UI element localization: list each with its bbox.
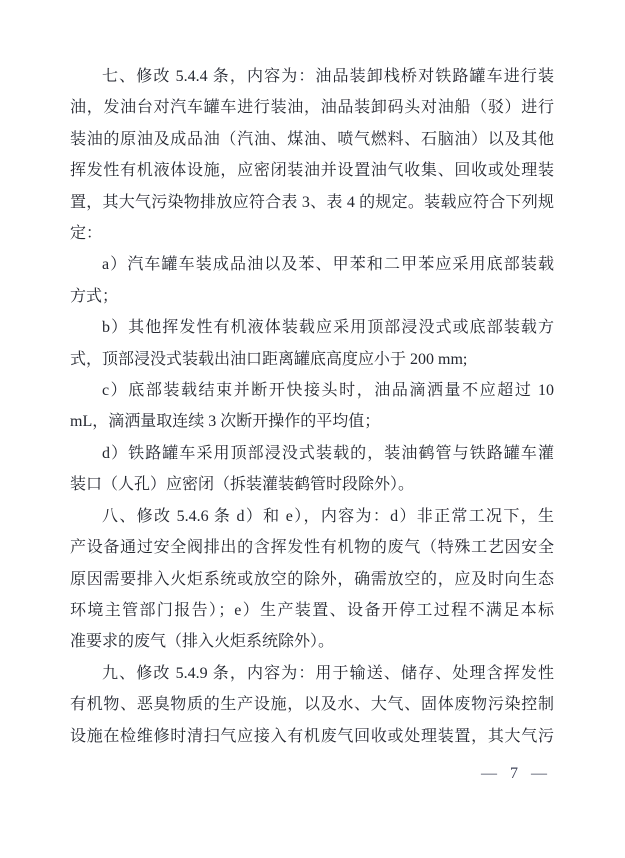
text-line: c）底部装载结束并断开快接头时，油品滴洒量不应超过 10 xyxy=(102,382,554,400)
text-line: d）铁路罐车采用顶部浸没式装载的，装油鹤管与铁路罐车灌 xyxy=(102,444,554,462)
text-line: 式，顶部浸没式装载出油口距离罐底高度应小于 200 mm; xyxy=(70,350,468,368)
text-line: a）汽车罐车装成品油以及苯、甲苯和二甲苯应采用底部装载 xyxy=(102,256,554,274)
text-line: 装口（人孔）应密闭（拆装灌装鹤管时段除外）。 xyxy=(70,476,415,494)
text-line: 八、修改 5.4.6 条 d）和 e），内容为：d）非正常工况下，生 xyxy=(102,507,554,525)
text-line: 方式； xyxy=(70,287,119,305)
text-line: 定： xyxy=(70,225,103,243)
text-line: 挥发性有机液体设施，应密闭装油并设置油气收集、回收或处理装 xyxy=(70,162,554,180)
text-line: 原因需要排入火炬系统或放空的除外，确需放空的，应及时向生态 xyxy=(70,570,554,588)
text-line: 准要求的废气（排入火炬系统除外）。 xyxy=(70,633,335,651)
page-number: — 7 — xyxy=(481,765,549,782)
text-line: 产设备通过安全阀排出的含挥发性有机物的废气（特殊工艺因安全 xyxy=(70,539,554,557)
text-line: b）其他挥发性有机液体装载应采用顶部浸没式或底部装载方 xyxy=(102,319,554,337)
text-line: 置，其大气污染物排放应符合表 3、表 4 的规定。装载应符合下列规 xyxy=(70,193,554,211)
text-line: 有机物、恶臭物质的生产设施，以及水、大气、固体废物污染控制 xyxy=(70,696,554,714)
text-line: 装油的原油及成品油（汽油、煤油、喷气燃料、石脑油）以及其他 xyxy=(70,130,554,148)
document-body xyxy=(70,61,554,752)
text-line: 九、修改 5.4.9 条，内容为：用于输送、储存、处理含挥发性 xyxy=(102,664,554,682)
text-line: 七、修改 5.4.4 条，内容为：油品装卸栈桥对铁路罐车进行装 xyxy=(102,68,554,85)
text-line: 环境主管部门报告）；e）生产装置、设备开停工过程不满足本标 xyxy=(70,601,554,619)
page-footer xyxy=(481,763,549,785)
text-line: 设施在检维修时清扫气应接入有机废气回收或处理装置，其大气污 xyxy=(70,727,554,745)
text-line: mL，滴洒量取连续 3 次断开操作的平均值； xyxy=(70,413,381,431)
text-line: 油，发油台对汽车罐车进行装油，油品装卸码头对油船（驳）进行 xyxy=(70,99,554,117)
